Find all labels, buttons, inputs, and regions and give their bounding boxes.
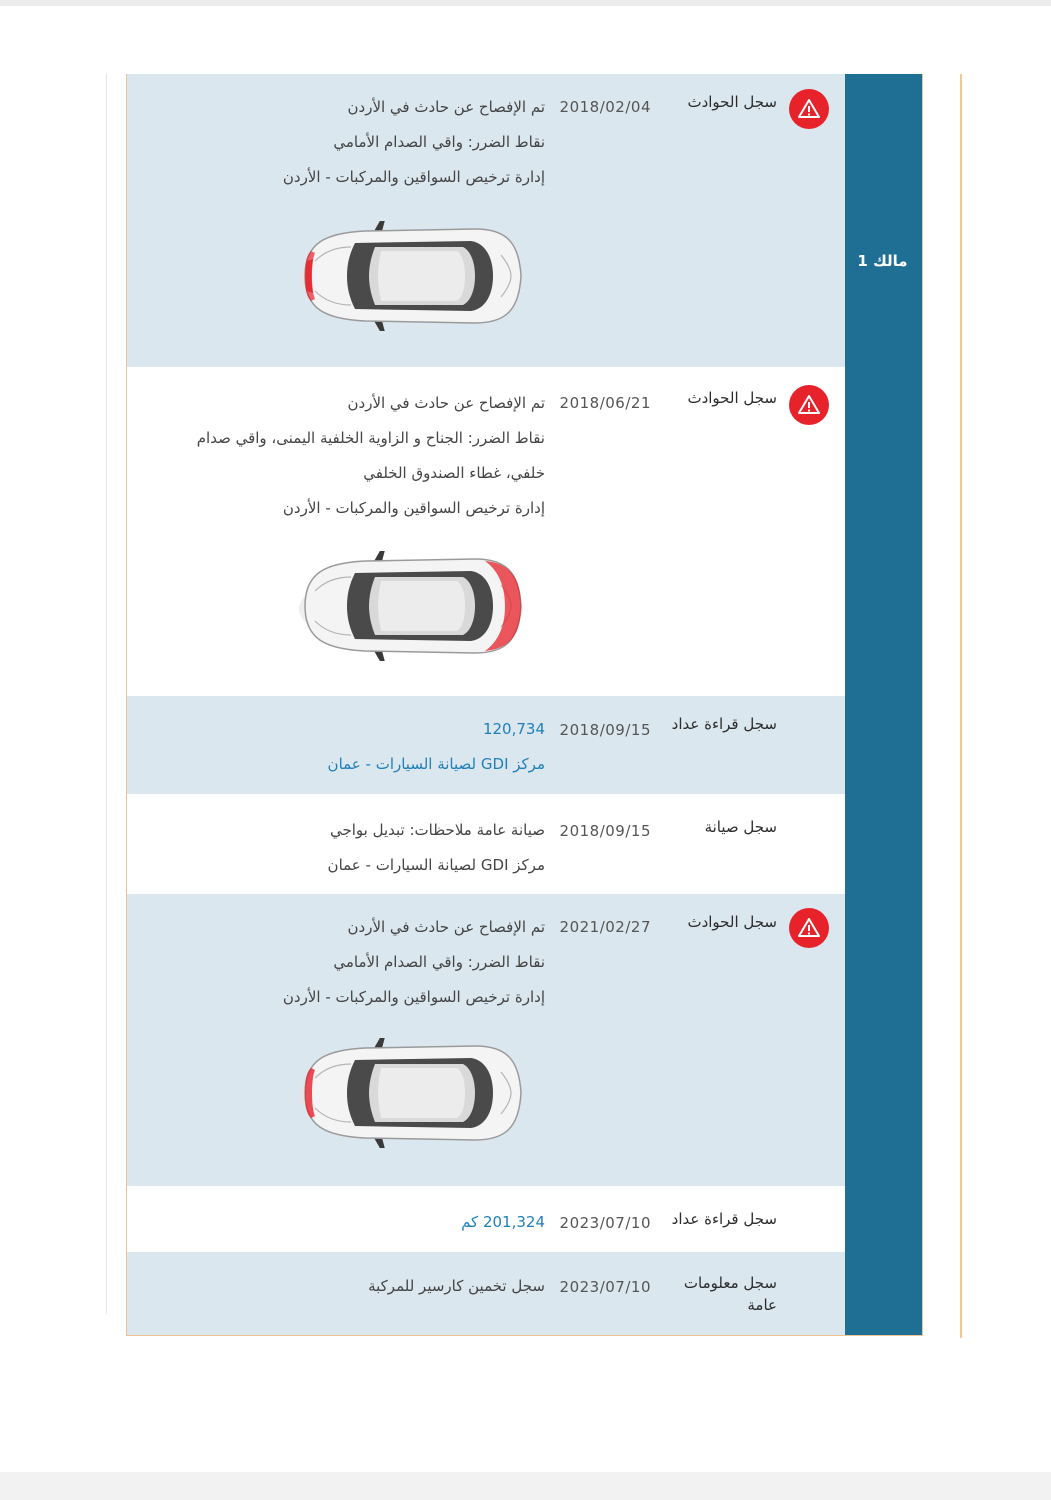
service-center-link[interactable]: مركز GDI لصيانة السيارات - عمان	[327, 755, 545, 773]
detail-line: تم الإفصاح عن حادث في الأردن	[347, 98, 545, 116]
record-date: 2018/02/04	[559, 98, 651, 116]
detail-line: مركز GDI لصيانة السيارات - عمان	[327, 856, 545, 874]
record-type: سجل قراءة عداد	[671, 715, 777, 733]
detail-line: إدارة ترخيص السواقين والمركبات - الأردن	[282, 499, 545, 517]
detail-line: خلفي، غطاء الصندوق الخلفي	[363, 464, 545, 482]
record-details	[126, 1205, 545, 1240]
record-type: سجل قراءة عداد	[671, 1210, 777, 1228]
record-row	[127, 367, 845, 696]
record-details	[126, 910, 545, 1015]
record-date: 2018/09/15	[559, 822, 651, 840]
record-details	[126, 1269, 545, 1304]
record-date: 2018/09/15	[559, 721, 651, 739]
owner-column	[843, 74, 922, 1335]
record-date: 2023/07/10	[559, 1278, 651, 1296]
record-type: سجل معلومات عامة	[683, 1274, 777, 1314]
record-date: 2018/06/21	[559, 394, 651, 412]
record-type: سجل الحوادث	[687, 389, 777, 407]
record-date: 2021/02/27	[559, 918, 651, 936]
warning-icon	[789, 89, 829, 129]
detail-line: تم الإفصاح عن حادث في الأردن	[347, 918, 545, 936]
top-edge	[0, 0, 1051, 6]
record-row	[127, 74, 845, 367]
detail-line: نقاط الضرر: الجناح و الزاوية الخلفية اليمنى، واقي صدام	[196, 429, 545, 447]
record-type: سجل الحوادث	[687, 93, 777, 111]
right-border	[960, 74, 962, 1338]
warning-icon	[789, 908, 829, 948]
record-row	[127, 1186, 845, 1252]
detail-line: صيانة عامة ملاحظات: تبديل بواجي	[329, 821, 545, 839]
record-type: سجل الحوادث	[687, 913, 777, 931]
car-damage-diagram-front	[295, 1038, 527, 1148]
record-row	[127, 794, 845, 894]
record-details	[126, 386, 545, 526]
record-row	[127, 894, 845, 1186]
owner-label: مالك 1	[857, 252, 908, 270]
record-row	[127, 696, 845, 794]
history-card	[126, 74, 923, 1336]
warning-icon	[789, 385, 829, 425]
odometer-value: 201,324 كم	[461, 1213, 545, 1231]
odometer-value: 120,734	[482, 720, 545, 738]
record-details	[126, 813, 545, 883]
car-damage-diagram-front	[295, 221, 527, 331]
detail-line: نقاط الضرر: واقي الصدام الأمامي	[333, 133, 545, 151]
bottom-edge	[0, 1472, 1051, 1500]
detail-line: نقاط الضرر: واقي الصدام الأمامي	[333, 953, 545, 971]
car-damage-diagram-rear	[295, 551, 527, 661]
record-details	[126, 90, 545, 195]
detail-line: تم الإفصاح عن حادث في الأردن	[347, 394, 545, 412]
record-type: سجل صيانة	[704, 818, 777, 836]
record-details	[126, 712, 545, 782]
left-border	[106, 74, 107, 1314]
record-row	[127, 1252, 845, 1336]
detail-line: إدارة ترخيص السواقين والمركبات - الأردن	[282, 988, 545, 1006]
record-date: 2023/07/10	[559, 1214, 651, 1232]
detail-line: سجل تخمين كارسير للمركبة	[368, 1277, 545, 1295]
detail-line: إدارة ترخيص السواقين والمركبات - الأردن	[282, 168, 545, 186]
